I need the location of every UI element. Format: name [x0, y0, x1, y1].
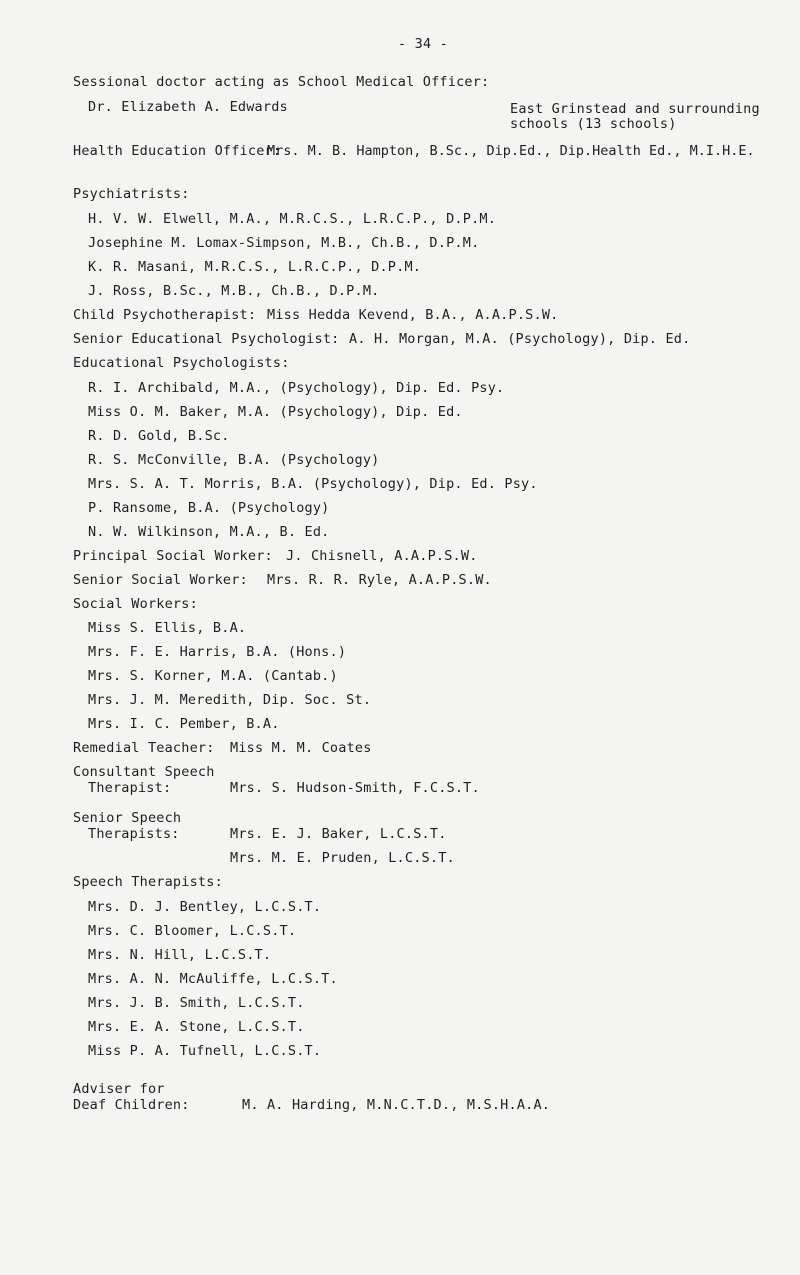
consultant-speech-therapist-label: Consultant Speech [73, 764, 215, 780]
speech-therapist-name: Mrs. C. Bloomer, L.C.S.T. [88, 923, 297, 939]
psychiatrist-name: K. R. Masani, M.R.C.S., L.R.C.P., D.P.M. [88, 259, 422, 275]
speech-therapist-name: Mrs. D. J. Bentley, L.C.S.T. [88, 899, 322, 915]
speech-therapist-name: Mrs. N. Hill, L.C.S.T. [88, 947, 272, 963]
speech-therapist-name: Miss P. A. Tufnell, L.C.S.T. [88, 1043, 322, 1059]
psychiatrist-name: J. Ross, B.Sc., M.B., Ch.B., D.P.M. [88, 283, 380, 299]
school-medical-officer-heading: Sessional doctor acting as School Medical Officer: [73, 74, 490, 90]
social-worker-name: Mrs. J. M. Meredith, Dip. Soc. St. [88, 692, 372, 708]
school-medical-officer-area: East Grinstead and surrounding [510, 101, 760, 117]
consultant-speech-therapist-label-2: Therapist: [88, 780, 172, 796]
senior-speech-therapist-name: Mrs. E. J. Baker, L.C.S.T. [230, 826, 447, 842]
speech-therapist-name: Mrs. E. A. Stone, L.C.S.T. [88, 1019, 305, 1035]
educational-psychologist-name: R. D. Gold, B.Sc. [88, 428, 230, 444]
psychiatrists-heading: Psychiatrists: [73, 186, 190, 202]
child-psychotherapist-name: Miss Hedda Kevend, B.A., A.A.P.S.W. [267, 307, 559, 323]
educational-psychologist-name: P. Ransome, B.A. (Psychology) [88, 500, 330, 516]
remedial-teacher-name: Miss M. M. Coates [230, 740, 372, 756]
senior-educational-psychologist-name: A. H. Morgan, M.A. (Psychology), Dip. Ed. [349, 331, 691, 347]
senior-speech-therapists-label: Senior Speech [73, 810, 182, 826]
speech-therapists-heading: Speech Therapists: [73, 874, 223, 890]
psychiatrist-name: H. V. W. Elwell, M.A., M.R.C.S., L.R.C.P., D.P.M. [88, 211, 497, 227]
senior-social-worker-label: Senior Social Worker: [73, 572, 248, 588]
adviser-deaf-name: M. A. Harding, M.N.C.T.D., M.S.H.A.A. [242, 1097, 551, 1113]
educational-psychologist-name: R. S. McConville, B.A. (Psychology) [88, 452, 380, 468]
senior-social-worker-name: Mrs. R. R. Ryle, A.A.P.S.W. [267, 572, 492, 588]
adviser-deaf-label-2: Deaf Children: [73, 1097, 190, 1113]
social-workers-heading: Social Workers: [73, 596, 198, 612]
social-worker-name: Miss S. Ellis, B.A. [88, 620, 247, 636]
adviser-deaf-label: Adviser for [73, 1081, 165, 1097]
school-medical-officer-area-2: schools (13 schools) [510, 116, 677, 132]
educational-psychologist-name: Miss O. M. Baker, M.A. (Psychology), Dip. Ed. [88, 404, 463, 420]
psychiatrist-name: Josephine M. Lomax-Simpson, M.B., Ch.B., D.P.M. [88, 235, 480, 251]
senior-speech-therapists-label-2: Therapists: [88, 826, 180, 842]
principal-social-worker-name: J. Chisnell, A.A.P.S.W. [286, 548, 478, 564]
educational-psychologist-name: R. I. Archibald, M.A., (Psychology), Dip. Ed. Psy. [88, 380, 505, 396]
principal-social-worker-label: Principal Social Worker: [73, 548, 273, 564]
social-worker-name: Mrs. S. Korner, M.A. (Cantab.) [88, 668, 338, 684]
health-education-name: Mrs. M. B. Hampton, B.Sc., Dip.Ed., Dip.Health Ed., M.I.H.E. [267, 143, 755, 159]
consultant-speech-therapist-name: Mrs. S. Hudson-Smith, F.C.S.T. [230, 780, 480, 796]
speech-therapist-name: Mrs. A. N. McAuliffe, L.C.S.T. [88, 971, 338, 987]
social-worker-name: Mrs. F. E. Harris, B.A. (Hons.) [88, 644, 347, 660]
educational-psychologist-name: Mrs. S. A. T. Morris, B.A. (Psychology), Dip. Ed. Psy. [88, 476, 538, 492]
speech-therapist-name: Mrs. J. B. Smith, L.C.S.T. [88, 995, 305, 1011]
educational-psychologists-heading: Educational Psychologists: [73, 355, 290, 371]
school-medical-officer-name: Dr. Elizabeth A. Edwards [88, 99, 288, 115]
senior-educational-psychologist-label: Senior Educational Psychologist: [73, 331, 340, 347]
health-education-label: Health Education Officer: [73, 143, 282, 159]
educational-psychologist-name: N. W. Wilkinson, M.A., B. Ed. [88, 524, 330, 540]
senior-speech-therapist-name: Mrs. M. E. Pruden, L.C.S.T. [230, 850, 455, 866]
social-worker-name: Mrs. I. C. Pember, B.A. [88, 716, 280, 732]
page-number: - 34 - [398, 36, 448, 52]
remedial-teacher-label: Remedial Teacher: [73, 740, 215, 756]
child-psychotherapist-label: Child Psychotherapist: [73, 307, 257, 323]
